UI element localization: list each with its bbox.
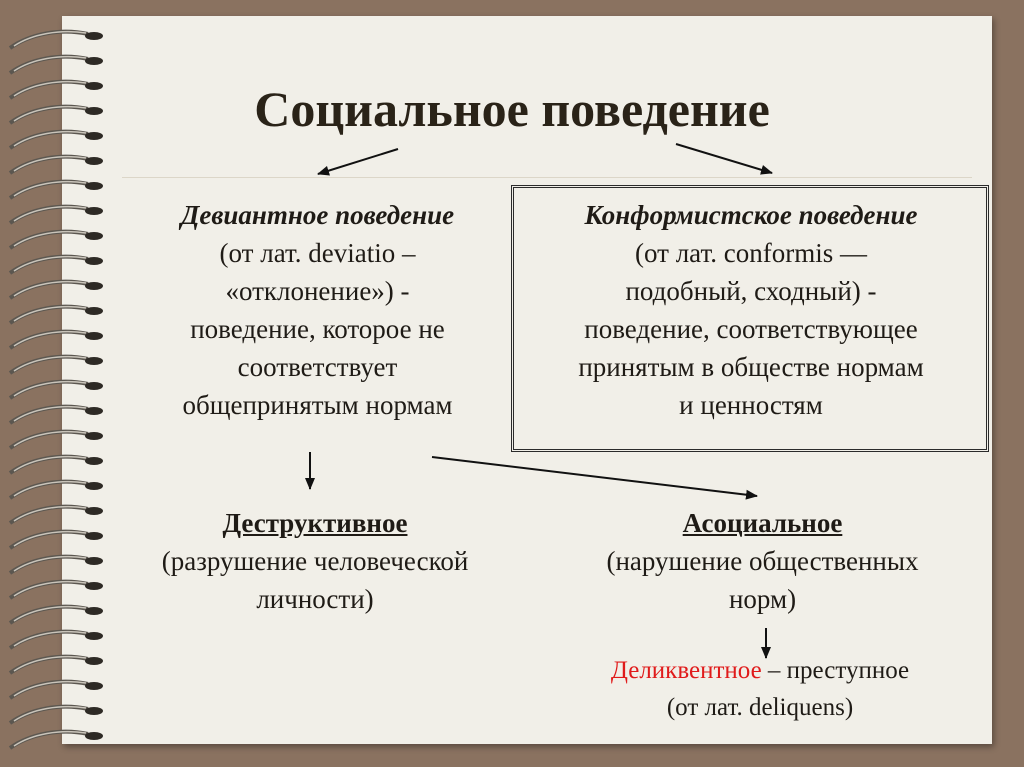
asocial-heading: Асоциальное	[682, 508, 843, 538]
destructive-block	[110, 504, 520, 618]
conformist-heading: Конформистское поведение	[584, 200, 918, 230]
asocial-line: (нарушение общественных	[606, 546, 919, 576]
deviant-line: (от лат. deviatio –	[219, 238, 416, 268]
deviant-block	[130, 196, 505, 424]
asocial-block	[545, 504, 980, 618]
slide-title: Социальное поведение	[254, 81, 770, 137]
destructive-line: (разрушение человеческой	[161, 546, 469, 576]
deviant-heading: Девиантное поведение	[180, 200, 455, 230]
delinquent-term: Деликвентное	[610, 657, 762, 684]
conformist-line: поведение, соответствующее	[584, 314, 918, 344]
conformist-line: подобный, сходный) -	[625, 276, 877, 306]
deviant-line: поведение, которое не	[190, 314, 445, 344]
arrow-to-asocial	[432, 457, 757, 496]
arrow-to-conformist	[676, 144, 772, 173]
asocial-line: норм)	[728, 584, 797, 614]
delinquent-line-1	[560, 652, 960, 689]
deviant-line: «отклонение») -	[225, 276, 410, 306]
conformist-block	[518, 196, 984, 424]
destructive-line: личности)	[256, 584, 374, 614]
conformist-line: принятым в обществе нормам	[578, 352, 924, 382]
delinquent-rest: – преступное	[761, 657, 910, 684]
deviant-line: соответствует	[237, 352, 398, 382]
deviant-line: общепринятым нормам	[182, 390, 453, 420]
delinquent-block	[560, 652, 960, 726]
delinquent-line-2: (от лат. deliquens)	[666, 694, 854, 721]
conformist-line: (от лат. conformis —	[635, 238, 867, 268]
destructive-heading: Деструктивное	[222, 508, 408, 538]
conformist-line: и ценностям	[679, 390, 823, 420]
arrow-to-deviant	[318, 149, 398, 174]
